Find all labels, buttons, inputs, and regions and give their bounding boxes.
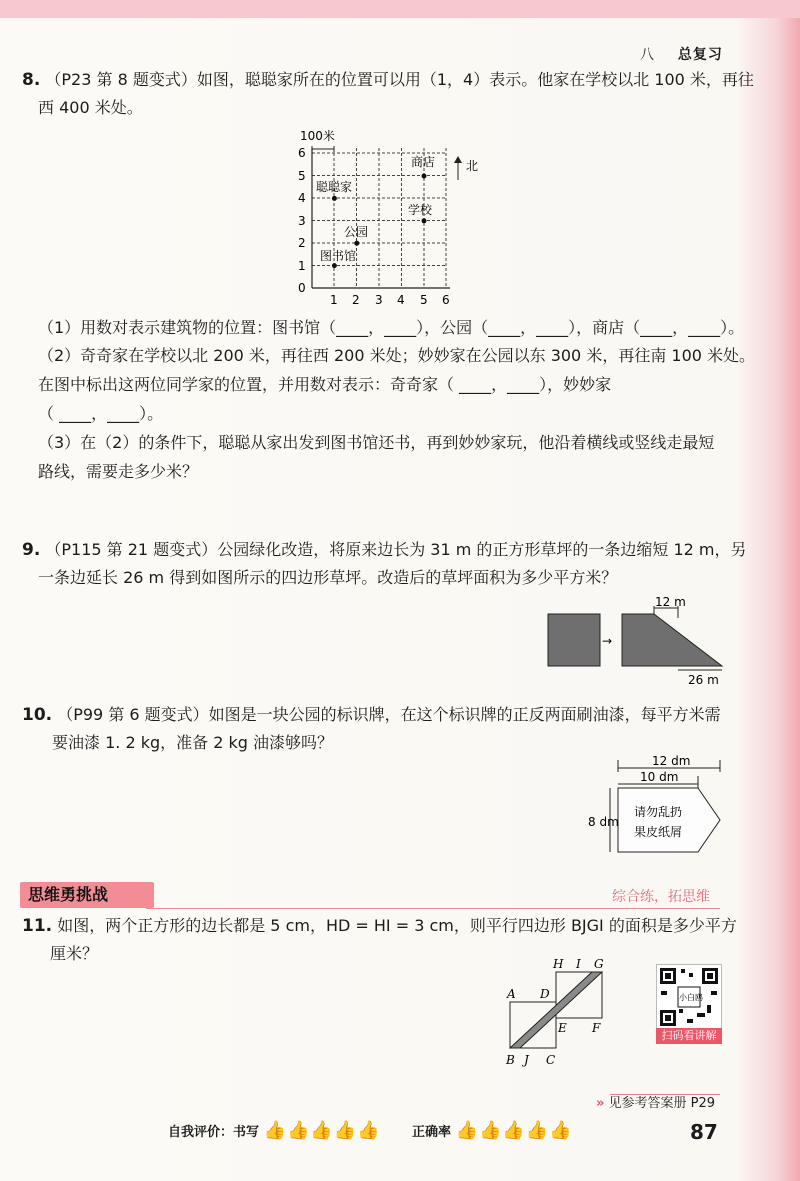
place-point-0 — [422, 174, 427, 179]
sign-text-1: 请勿乱扔 — [634, 805, 683, 819]
x-tick-1: 1 — [330, 293, 338, 307]
section-banner: 思维勇挑战 — [20, 882, 154, 908]
label-H: H — [553, 957, 564, 971]
q8-sub3-line1: （3）在（2）的条件下，聪聪从家出发到图书馆还书，再到妙妙家玩，他沿着横线或竖线走最短 — [38, 433, 715, 452]
q8-line2: 西 400 米处。 — [38, 98, 143, 117]
label-J: J — [524, 1053, 529, 1067]
place-point-2 — [422, 218, 427, 223]
q11-line2: 厘米？ — [50, 944, 99, 963]
answer-reference-text: 见参考答案册 P29 — [608, 1096, 716, 1111]
q9-line2: 一条边延长 26 m 得到如图所示的四边形草坪。改造后的草坪面积为多少平方米？ — [38, 568, 618, 587]
label-12m: 12 m — [655, 595, 686, 609]
place-label-school: 学校 — [408, 203, 433, 217]
sign-shape — [618, 788, 720, 852]
scale-bracket — [312, 146, 334, 152]
label-E: E — [558, 1021, 567, 1035]
place-label-shop: 商店 — [411, 155, 436, 169]
accuracy-evaluation — [412, 1120, 573, 1141]
y-tick-labels — [298, 146, 306, 295]
y-tick-1: 1 — [298, 259, 306, 273]
y-tick-2: 2 — [298, 236, 306, 250]
q10-line2: 要油漆 1. 2 kg，准备 2 kg 油漆够吗？ — [52, 733, 333, 752]
section-divider — [146, 908, 720, 909]
x-tick-5: 5 — [420, 293, 428, 307]
q8-text-1: （P23 第 8 题变式）如图，聪聪家所在的位置可以用（1，4）表示。他家在学校以北 100 米，再往 — [45, 70, 754, 89]
label-12dm: 12 dm — [652, 754, 691, 768]
place-label-park: 公园 — [344, 225, 369, 239]
x-tick-2: 2 — [352, 293, 360, 307]
scale-label: 100米 — [300, 129, 335, 143]
q9-line1 — [22, 538, 747, 562]
sign-text-2: 果皮纸屑 — [634, 825, 683, 839]
label-A: A — [507, 987, 516, 1001]
q10-sign-figure — [588, 752, 733, 860]
page-number: 87 — [690, 1120, 718, 1144]
original-square — [548, 614, 600, 666]
q8-line1 — [22, 68, 754, 92]
q10-line1 — [22, 703, 721, 727]
double-chevron-icon: » — [596, 1096, 605, 1111]
q11-line1 — [22, 914, 737, 938]
y-tick-5: 5 — [298, 169, 306, 183]
writing-thumbs-icon[interactable]: 👍👍👍👍👍 — [263, 1120, 381, 1141]
place-label-conghome: 聪聪家 — [316, 180, 353, 194]
x-tick-6: 6 — [442, 293, 450, 307]
accuracy-label: 正确率 — [412, 1125, 452, 1140]
q8-sub2-line1: （2）奇奇家在学校以北 200 米，再往西 200 米处；妙妙家在公园以东 300 米，再往南 100 米处。 — [38, 346, 756, 365]
x-tick-labels — [330, 293, 450, 307]
transform-arrow: → — [602, 634, 613, 648]
north-arrow-head — [454, 156, 462, 163]
label-C: C — [546, 1053, 556, 1067]
label-D: D — [540, 987, 550, 1001]
label-F: F — [592, 1021, 601, 1035]
qr-brand-text: 小白鸥 — [679, 993, 703, 1002]
x-tick-3: 3 — [375, 293, 383, 307]
q9-figure — [540, 594, 730, 686]
place-point-1 — [332, 196, 337, 201]
q10-number: 10. — [22, 705, 53, 725]
running-header — [640, 44, 723, 64]
x-tick-4: 4 — [397, 293, 405, 307]
answer-reference — [596, 1092, 715, 1116]
chapter-number: 八 — [640, 47, 655, 63]
label-I: I — [576, 957, 581, 971]
label-26m: 26 m — [688, 673, 719, 686]
y-tick-3: 3 — [298, 214, 306, 228]
q11-text-1: 如图，两个正方形的边长都是 5 cm，HD = HI = 3 cm，则平行四边形 BJGI 的面积是多少平方 — [57, 916, 737, 935]
q8-number: 8. — [22, 70, 41, 90]
label-8dm: 8 dm — [588, 815, 619, 829]
label-G: G — [594, 957, 604, 971]
new-quadrilateral — [622, 614, 722, 666]
q9-number: 9. — [22, 540, 41, 560]
chapter-title: 总复习 — [677, 47, 723, 63]
place-point-4 — [332, 263, 337, 268]
q11-number: 11. — [22, 916, 53, 936]
footer-divider — [610, 1094, 720, 1095]
place-label-library: 图书馆 — [320, 249, 357, 263]
q8-sub2-line2: 在图中标出这两位同学家的位置，并用数对表示：奇奇家（ ____，____），妙妙家 — [38, 375, 612, 394]
y-tick-0: 0 — [298, 281, 306, 295]
label-10dm: 10 dm — [640, 770, 679, 784]
qr-code[interactable] — [656, 964, 722, 1030]
label-B: B — [506, 1053, 515, 1067]
q8-coordinate-grid — [290, 126, 500, 312]
q10-text-1: （P99 第 6 题变式）如图是一块公园的标识牌，在这个标识牌的正反两面刷油漆，每平方米需 — [57, 705, 721, 724]
q9-text-1: （P115 第 21 题变式）公园绿化改造，将原来边长为 31 m 的正方形草坪的一条边缩短 12 m，另 — [45, 540, 747, 559]
q8-sub2-line3: （ ____，____）。 — [38, 404, 164, 423]
accuracy-thumbs-icon[interactable]: 👍👍👍👍👍 — [455, 1120, 573, 1141]
y-tick-6: 6 — [298, 146, 306, 160]
section-subtitle: 综合练，拓思维 — [612, 889, 710, 905]
place-point-3 — [354, 241, 359, 246]
q8-sub3-line2: 路线，需要走多少米？ — [38, 462, 199, 481]
grid-lines — [312, 148, 446, 288]
q11-square-figure — [498, 954, 616, 1072]
self-evaluation — [168, 1120, 381, 1141]
qr-caption: 扫码看讲解 — [656, 1028, 722, 1044]
q8-sub1: （1）用数对表示建筑物的位置：图书馆（____，____），公园（____，____），商店（____，____）。 — [38, 318, 745, 337]
qr-code-icon — [657, 965, 721, 1029]
north-label: 北 — [466, 159, 479, 173]
y-tick-4: 4 — [298, 191, 306, 205]
self-eval-label: 自我评价：书写 — [168, 1125, 260, 1140]
